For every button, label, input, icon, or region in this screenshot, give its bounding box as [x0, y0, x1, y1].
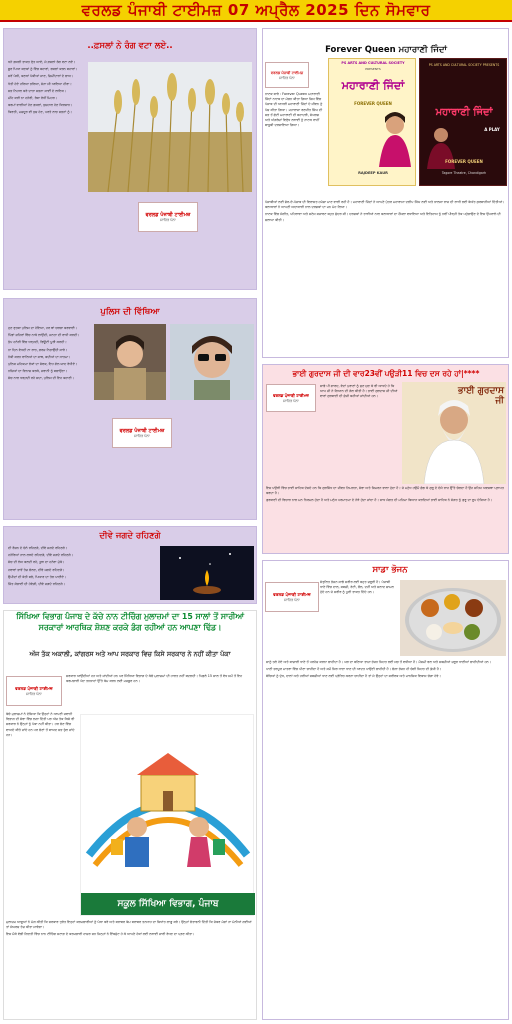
- article-paragraph: ਪਾਣੀ ਭਰਪੂਰ ਮਾਤਰਾ ਵਿੱਚ ਪੀਣਾ ਚਾਹੀਦਾ ਹੈ ਅਤੇ ਸਮੇਂ ਸਿਰ ਖਾਣਾ ਖਾਣ ਦੀ ਆਦਤ ਪਾਉਣੀ ਚਾਹੀਦੀ ਹੈ। ਚੰਗਾ ਭੋਜਨ ਹੀ ਚੰਗੀ ਸਿਹਤ ਦੀ ਕੁੰਜੀ ਹੈ।: [266, 667, 442, 672]
- poster-subtitle: FOREVER QUEEN: [354, 101, 392, 106]
- poem-stanza: ਹਨੇਰਿਆਂ ਨਾਲ ਲੜਦੇ ਰਹਿਣਗੇ, ਦੀਵੇ ਜਗਦੇ ਰਹਿਣਗੇ।: [8, 553, 73, 558]
- poem-stanza: ਜਿੱਤ ਸੱਚਾਈ ਦੀ ਹੋਵੇਗੀ, ਦੀਵੇ ਜਗਦੇ ਰਹਿਣਗੇ।: [8, 582, 65, 587]
- poster-title: ਮਹਾਰਾਣੀ ਜਿੰਦਾਂ: [341, 79, 405, 92]
- newspaper-logo: ਵਰਲਡ ਪੰਜਾਬੀ ਟਾਈਮਜ਼ ਸਾਹਿਤ ਪੰਨਾ: [265, 62, 309, 88]
- poem-stanza: ਹੁਣ ਰੁਤਬਾ ਪੁਲਿਸ ਦਾ ਹੋਇਆ, ਹਰ ਥਾਂ ਚਰਚਾ ਕਰਵਾਈ।: [8, 326, 77, 330]
- queen-article-body: [265, 200, 507, 356]
- masthead-title: ਵਰਲਡ ਪੰਜਾਬੀ ਟਾਈਮਜ਼ 07 ਅਪ੍ਰੈਲ 2025 ਦਿਨ ਸੋਮਵਾਰ: [81, 1, 431, 19]
- play-poster-b: [419, 58, 507, 186]
- thali-food-image: [400, 580, 506, 656]
- portrait-caption: ਭਾਈ ਗੁਰਦਾਸ ਜੀ: [458, 386, 504, 406]
- poster-b-subtitle: FOREVER QUEEN: [445, 159, 483, 164]
- poem-stanza: ਉਮੀਦਾਂ ਦੀ ਬੱਤੀ ਬਲੇ, ਪਿਆਰ ਦਾ ਤੇਲ ਪਾਈਏ।: [8, 574, 67, 579]
- article-paragraph: ਸਾਡੇ ਪੀ ਗਾਰਦ, ਵੇਦਾਂ ਪੁਰਾਣਾਂ ਨੂੰ ਸੁਣ ਸੁਣ ਕੇ ਵੀ ਆਖਦੇ ਹੋ ਕਿ ਆਪ ਜੀ ਨੇ ਗਿਆਨ ਦੀ ਗੱਲ ਕੀਤੀ ਹੈ। ਭਾਈ ਗੁਰਦਾਸ ਜੀ ਦੀਆਂ ਵਾਰਾਂ ਗੁਰਬਾਣੀ ਦੀ ਕੁੰਜੀ ਕਹੀਆਂ ਜਾਂਦੀਆਂ ਹਨ।: [320, 384, 398, 399]
- poem-stanza: ਖੇਤੀ ਹੋਏ ਹਰਿਆ ਭਰਿਆ, ਸੋਨਾ ਸੀ ਆਇਆ ਹੀਰਾ।: [8, 81, 72, 86]
- food-article-title: ਸਾਡਾ ਭੋਜਨ: [372, 565, 408, 575]
- poem-stanza: ਪੁਲਿਸ ਮਹਿਕਮਾ ਲੋਕਾਂ ਦਾ ਸੇਵਕ, ਇਹ ਗੱਲ ਯਾਦ ਰੱਖੀਏ।: [8, 362, 78, 367]
- poem-stanza: ਸਰੋਂ ਪੱਕੀ, ਕਣਕਾਂ ਪੱਕੀਆਂ ਜਾਣ, ਜ਼ਿਮੀਂਦਾਰਾਂ ਦੇ ਚਾਅ।: [8, 74, 74, 79]
- poem-crops-body: [8, 60, 88, 288]
- article-paragraph: ਇਸ ਪਉੜੀ ਵਿੱਚ ਭਾਈ ਸਾਹਿਬ ਦੱਸਦੇ ਹਨ ਕਿ ਗੁਰਸਿੱਖ ਦਾ ਜੀਵਨ ਨਿਮਰਤਾ, ਸੇਵਾ ਅਤੇ ਸਿਮਰਨ ਵਾਲਾ ਹੁੰਦਾ ਹੈ। ਜੋ ਮਨੁੱਖ ਹਉਮੈ ਛੱਡ ਕੇ ਗੁਰੂ ਦੇ ਦੱਸੇ ਰਾਹ ਉੱਤੇ ਚੱਲਦਾ ਹੈ ਉਹ ਸਹਿਜ ਅਵਸਥਾ ਪ੍ਰਾਪਤ ਕਰਦਾ ਹੈ।: [266, 486, 504, 496]
- article-paragraph: ਪੰਜਾਬੀਆਂ ਲਈ ਸ਼ੇਰ-ਏ-ਪੰਜਾਬ ਦੀ ਵਿਰਾਸਤ ਹਮੇਸ਼ਾ ਮਾਣ ਵਾਲੀ ਰਹੀ ਹੈ। ਮਹਾਰਾਣੀ ਜਿੰਦਾਂ ਨੇ ਆਪਣੇ ਪੁੱਤਰ ਮਹਾਰਾਜਾ ਦਲੀਪ ਸਿੰਘ ਲਈ ਅਤੇ ਖ਼ਾਲਸਾ ਰਾਜ ਦੀ ਰਾਖੀ ਲਈ ਬੇਅੰਤ ਕੁਰਬਾਨੀਆਂ ਦਿੱਤੀਆਂ। ਕਲਾਕਾਰਾਂ ਨੇ ਆਪਣੀ ਅਦਾਕਾਰੀ ਨਾਲ ਦਰਸ਼ਕਾਂ ਦਾ ਮਨ ਮੋਹ ਲਿਆ।: [265, 200, 505, 210]
- queen-article-title: Forever Queen ਮਹਾਰਾਣੀ ਜਿੰਦਾਂ: [325, 45, 447, 55]
- poem-stanza: ਹਵਾਵਾਂ ਭਾਵੇਂ ਤੇਜ਼ ਚੱਲਣ, ਦੀਵੇ ਜਗਦੇ ਰਹਿਣਗੇ।: [8, 567, 65, 572]
- poem-stanza: ਨੇਕੀ ਕਰਨ ਵਾਲਿਆਂ ਦਾ ਸਾਥ, ਬਦੀਆਂ ਦਾ ਖ਼ਾਤਮਾ।: [8, 354, 71, 359]
- gurdas-article-body: [266, 486, 506, 552]
- poster-b-venue: Tagore Theatre, Chandigarh: [441, 171, 487, 175]
- police-officer-photo: [94, 324, 166, 400]
- lamp-night-image: [160, 546, 254, 600]
- poster-presents: PRESENTS: [365, 67, 381, 71]
- poster-director: RAJDEEP KAUR: [358, 171, 388, 175]
- poem-police-body: [8, 326, 90, 518]
- masthead: [0, 0, 512, 22]
- poem-stanza: ਬੂਰ ਪਿਆ ਕਣਕਾਂ ਨੂੰ ਵਿੱਚ ਬਹਾਰਾਂ, ਫਸਲਾਂ ਕਰਨ ਬਹਾਰਾਂ।: [8, 67, 78, 72]
- news-body-left: [6, 712, 78, 918]
- officer-sunglasses-photo: [170, 324, 254, 400]
- logo-line1: ਵਰਲਡ ਪੰਜਾਬੀ ਟਾਈਮਜ਼: [145, 211, 191, 218]
- newspaper-logo: ਵਰਲਡ ਪੰਜਾਬੀ ਟਾਈਮਜ਼ ਸਾਹਿਤ ਪੰਨਾ: [266, 384, 316, 412]
- school-education-logo: [80, 714, 254, 916]
- newspaper-logo: [138, 202, 198, 232]
- article-paragraph: ਨਾਟਕ ਵਿੱਚ ਸੰਗੀਤ, ਪਹਿਰਾਵਾ ਅਤੇ ਸਟੇਜ ਸਜਾਵਟ ਬਹੁਤ ਸੁੰਦਰ ਸੀ। ਦਰਸ਼ਕਾਂ ਨੇ ਤਾੜੀਆਂ ਨਾਲ ਕਲਾਕਾਰਾਂ ਦਾ ਹੌਂਸਲਾ ਵਧਾਇਆ ਅਤੇ ਇਤਿਹਾਸ ਨੂੰ ਨਵੀਂ ਪੀੜ੍ਹੀ ਤੱਕ ਪਹੁੰਚਾਉਣ ਦੇ ਇਸ ਉਪਰਾਲੇ ਦੀ ਸ਼ਲਾਘਾ ਕੀਤੀ।: [265, 212, 501, 222]
- wheat-field-image: [88, 62, 252, 192]
- poster-b-title: ਮਹਾਰਾਣੀ ਜਿੰਦਾਂ: [435, 107, 493, 118]
- poster-org: PS ARTS AND CULTURAL SOCIETY: [341, 61, 405, 65]
- poem-stanza: ਕਰਮਾਂ ਵਾਲੀਆਂ ਹੋਣ ਫ਼ਸਲਾਂ, ਖ਼ੁਸ਼ਹਾਲ ਹੋਣ ਕਿਰਸਾਨ।: [8, 103, 73, 108]
- poem-stanza: ਨਸ਼ਿਆਂ ਦਾ ਵਿਨਾਸ਼ ਕਰਕੇ, ਜਵਾਨੀ ਨੂੰ ਬਚਾਉਣਾ।: [8, 369, 68, 374]
- queen-portrait-icon: [375, 111, 415, 167]
- poster-b-tag: A PLAY: [484, 127, 500, 132]
- article-paragraph: ਸਾਨੂੰ ਤਲੇ ਹੋਏ ਅਤੇ ਬਾਜ਼ਾਰੀ ਖਾਣੇ ਤੋਂ ਪਰਹੇਜ਼ ਕਰਨਾ ਚਾਹੀਦਾ ਹੈ। ਘਰ ਦਾ ਬਣਿਆ ਤਾਜ਼ਾ ਭੋਜਨ ਸਿਹਤ ਲਈ ਸਭ ਤੋਂ ਵਧੀਆ ਹੈ। ਮੌਸਮੀ ਫਲ ਅਤੇ ਸਬਜ਼ੀਆਂ ਜ਼ਰੂਰ ਖਾਣੀਆਂ ਚਾਹੀਦੀਆਂ ਹਨ।: [266, 660, 491, 664]
- poem-stanza: ਸੱਚ ਨਾਲ ਖੜ੍ਹਦੀ ਰਹੇ ਸਦਾ, ਪੁਲਿਸ ਦੀ ਇਹ ਕਹਾਣੀ।: [8, 376, 74, 381]
- article-paragraph: ਸਰਕਾਰ ਆਉਂਦੀਆਂ ਹਨ ਅਤੇ ਜਾਂਦੀਆਂ ਹਨ ਪਰ ਸਿੱਖਿਆ ਵਿਭਾਗ ਦੇ ਕੱਚੇ ਮੁਲਾਜ਼ਮਾਂ ਦੀ ਹਾਲਤ ਨਹੀਂ ਬਦਲਦੀ। ਪਿਛਲੇ 15 ਸਾਲ ਤੋਂ ਵੱਧ ਸਮੇਂ ਤੋਂ ਇਹ ਕਰਮਚਾਰੀ ਘੱਟ ਤਨਖ਼ਾਹਾਂ ਉੱਤੇ ਕੰਮ ਕਰਨ ਲਈ ਮਜਬੂਰ ਹਨ।: [66, 674, 243, 684]
- poem-stanza: ਧਨੇ ਫ਼ਸਲੀ ਤਾਕਤ ਰੁੱਤ ਆਏ, ਜੋ ਫ਼ਸਲਾਂ ਰੰਗ ਵਟਾ ਲਏ।: [8, 60, 76, 64]
- poem-stanza: ਸੱਚ ਦੀ ਲੋਅ ਬਲਦੀ ਰਹੇ, ਕੂੜ ਦਾ ਹਨੇਰਾ ਮੁੱਕੇ।: [8, 560, 65, 565]
- article-paragraph: ਕੱਚੇ ਮੁਲਾਜ਼ਮਾਂ ਨੇ ਦੱਸਿਆ ਕਿ ਉਨ੍ਹਾਂ ਨੇ ਆਪਣੀ ਜਵਾਨੀ ਵਿਭਾਗ ਦੀ ਸੇਵਾ ਵਿੱਚ ਲਗਾ ਦਿੱਤੀ ਪਰ ਅੱਜ ਤੱਕ ਕਿਸੇ ਵੀ ਸਰਕਾਰ ਨੇ ਉਨ੍ਹਾਂ ਨੂੰ ਪੱਕਾ ਨਹੀਂ ਕੀਤਾ। ਹਰ ਚੋਣ ਵਿੱਚ ਵਾਅਦੇ ਕੀਤੇ ਜਾਂਦੇ ਹਨ ਪਰ ਚੋਣਾਂ ਤੋਂ ਬਾਅਦ ਸਭ ਭੁੱਲ ਜਾਂਦੇ ਹਨ।: [6, 712, 75, 737]
- article-paragraph: ਗੁਰਬਾਣੀ ਦੀ ਵਿਚਾਰ ਨਾਲ ਮਨ ਨਿਰਮਲ ਹੁੰਦਾ ਹੈ ਅਤੇ ਮਨੁੱਖ ਪਰਮਾਤਮਾ ਦੇ ਨੇੜੇ ਹੁੰਦਾ ਜਾਂਦਾ ਹੈ। ਸਾਧ ਸੰਗਤ ਦੀ ਮਹਿਮਾ ਬਿਆਨ ਕਰਦਿਆਂ ਭਾਈ ਸਾਹਿਬ ਨੇ ਸੰਗਤ ਨੂੰ ਗੁਰੂ ਦਾ ਰੂਪ ਦੱਸਿਆ ਹੈ।: [266, 498, 492, 503]
- news-subheadline: ਅੱਜ ਤੱਕ ਅਕਾਲੀ, ਕਾਂਗਰਸ ਅਤੇ ਆਪ ਸਰਕਾਰ ਵਿਚ ਕਿਸੇ ਸਰਕਾਰ ਨੇ ਨਹੀਂ ਕੀਤਾ ਪੱਕਾ: [29, 650, 231, 658]
- poster-b-header: PS ARTS AND CULTURAL SOCIETY PRESENTS: [428, 63, 500, 67]
- news-body-top: [66, 674, 254, 710]
- poem-stanza: ਧੁੱਪ ਹਨੇਰੀ ਵਿੱਚ ਖੜ੍ਹਦੀ, ਡਿਊਟੀ ਪੂਰੀ ਕਰਦੀ।: [8, 340, 67, 345]
- article-paragraph: ਮੁਲਾਜ਼ਮ ਆਗੂਆਂ ਨੇ ਮੰਗ ਕੀਤੀ ਕਿ ਸਰਕਾਰ ਤੁਰੰਤ ਇਨ੍ਹਾਂ ਕਰਮਚਾਰੀਆਂ ਨੂੰ ਪੱਕਾ ਕਰੇ ਅਤੇ ਬਰਾਬਰ ਕੰਮ ਬਰਾਬਰ ਤਨਖ਼ਾਹ ਦਾ ਸਿਧਾਂਤ ਲਾਗੂ ਕਰੇ। ਉਨ੍ਹਾਂ ਚੇਤਾਵਨੀ ਦਿੱਤੀ ਕਿ ਜੇਕਰ ਮੰਗਾਂ ਨਾ ਮੰਨੀਆਂ ਗਈਆਂ ਤਾਂ ਸੰਘਰਸ਼ ਤੇਜ਼ ਕੀਤਾ ਜਾਵੇਗਾ।: [6, 920, 252, 930]
- article-paragraph: ਬੱਚਿਆਂ ਨੂੰ ਦੁੱਧ, ਦਾਲਾਂ ਅਤੇ ਹਰੀਆਂ ਸਬਜ਼ੀਆਂ ਖਾਣ ਲਈ ਪ੍ਰੇਰਿਤ ਕਰਨਾ ਚਾਹੀਦਾ ਹੈ ਤਾਂ ਜੋ ਉਨ੍ਹਾਂ ਦਾ ਸਰੀਰਕ ਅਤੇ ਮਾਨਸਿਕ ਵਿਕਾਸ ਚੰਗਾ ਹੋਵੇ।: [266, 674, 441, 679]
- newspaper-logo: ਵਰਲਡ ਪੰਜਾਬੀ ਟਾਈਮਜ਼ ਸਾਹਿਤ ਪੰਨਾ: [265, 582, 319, 612]
- gurdas-article-intro: [320, 384, 400, 484]
- poem-stanza: ਸਭ ਨਿਹਾਲ ਕਰੇ ਦਾਤਾ ਸਭਨਾ ਸਾਈਂ ਦੇ ਲਾਇਕ।: [8, 88, 67, 93]
- food-article-intro: [320, 580, 396, 654]
- article-paragraph: ਇਸ ਮੌਕੇ ਵੱਡੀ ਗਿਣਤੀ ਵਿੱਚ ਨਾਨ ਟੀਚਿੰਗ ਸਟਾਫ਼ ਦੇ ਕਰਮਚਾਰੀ ਹਾਜ਼ਰ ਸਨ ਜਿਨ੍ਹਾਂ ਨੇ ਇੱਕਜੁੱਟ ਹੋ ਕੇ ਆਪਣੇ ਹੱਕਾਂ ਲਈ ਲੜਾਈ ਜਾਰੀ ਰੱਖਣ ਦਾ ਪ੍ਰਣ ਕੀਤਾ।: [6, 932, 195, 937]
- poem-stanza: ਦੀ ਰੌਸ਼ਨ ਦੇ ਚੰਨੇ ਰਹਿਣਗੇ, ਦੀਵੇ ਜਗਦੇ ਰਹਿਣਗੇ।: [8, 546, 68, 550]
- school-logo-caption: ਸਕੂਲ ਸਿੱਖਿਆ ਵਿਭਾਗ, ਪੰਜਾਬ: [81, 893, 255, 915]
- article-paragraph: ਸੰਤੁਲਿਤ ਭੋਜਨ ਸਾਡੇ ਸਰੀਰ ਲਈ ਬਹੁਤ ਜ਼ਰੂਰੀ ਹੈ। ਪੰਜਾਬੀ ਖਾਣੇ ਵਿੱਚ ਦਾਲ, ਸਬਜ਼ੀ, ਰੋਟੀ, ਚੌਲ, ਦਹੀਂ ਅਤੇ ਸਲਾਦ ਸ਼ਾਮਲ ਹੁੰਦੇ ਹਨ ਜੋ ਸਰੀਰ ਨੂੰ ਪੂਰੀ ਤਾਕਤ ਦਿੰਦੇ ਹਨ।: [320, 580, 394, 595]
- newspaper-logo: ਵਰਲਡ ਪੰਜਾਬੀ ਟਾਈਮਜ਼ ਸਾਹਿਤ ਪੰਨਾ: [6, 676, 62, 706]
- poem-stanza: ਨਾ ਦਿਨ ਵੇਖਦੀ ਨਾ ਰਾਤ, ਫ਼ਰਜ਼ ਨਿਭਾਉਂਦੀ ਸਾਰੇ।: [8, 347, 68, 352]
- school-children-icon: [81, 715, 255, 893]
- queen-article-intro: [265, 92, 325, 200]
- news-headline: ਸਿੱਖਿਆ ਵਿਭਾਗ ਪੰਜਾਬ ਦੇ ਕੱਚੇ ਨਾਨ ਟੀਚਿੰਗ ਮੁਲਾਜ਼ਮਾਂ ਦਾ 15 ਸਾਲਾਂ ਤੋਂ ਸਾਰੀਆਂ ਸਰਕਾਰਾਂ ਆਰਥਿਕ ਸ਼ੋਸ਼ਣ ਕਰਕੇ ਡੰਗ ਰਹੀਆਂ ਹਨ ਆਪਣਾ ਢਿੱਡ।: [16, 612, 244, 632]
- poem-stanza: ਪਿੰਡਾਂ ਸ਼ਹਿਰਾਂ ਵਿੱਚ ਨਾਕੇ ਲਾਉਂਦੀ, ਜਨਤਾ ਦੀ ਰਾਖੀ ਕਰਦੀ।: [8, 333, 80, 338]
- poem-lamps-title: ਦੀਵੇ ਜਗਦੇ ਰਹਿਣਗੇ: [99, 531, 161, 541]
- poem-crops-title: ..ਫ਼ਸਲਾਂ ਨੇ ਰੰਗ ਵਟਾ ਲਏ..: [87, 41, 173, 51]
- news-body-bottom: [6, 920, 254, 1018]
- article-paragraph: ਨਾਟਕ ਬਾਰੇ : Forever Queen ਮਹਾਰਾਣੀ ਜਿੰਦਾਂ ਨਾਟਕ ਦਾ ਮੰਚਨ ਕੀਤਾ ਗਿਆ ਜਿਸ ਵਿੱਚ ਪੰਜਾਬ ਦੀ ਆਖ਼ਰੀ ਮਹਾਰਾਣੀ ਜਿੰਦਾਂ ਦੇ ਜੀਵਨ ਨੂੰ ਪੇਸ਼ ਕੀਤਾ ਗਿਆ। ਮਹਾਰਾਜਾ ਰਣਜੀਤ ਸਿੰਘ ਦੀ ਸਭ ਤੋਂ ਛੋਟੀ ਮਹਾਰਾਣੀ ਦੀ ਬਹਾਦਰੀ, ਸੰਘਰਸ਼ ਅਤੇ ਅੰਗਰੇਜ਼ਾਂ ਵਿਰੁੱਧ ਲੜਾਈ ਨੂੰ ਨਾਟਕ ਰਾਹੀਂ ਬਾਖ਼ੂਬੀ ਦਰਸਾਇਆ ਗਿਆ।: [265, 92, 323, 128]
- gurdas-article-title: ਭਾਈ ਗੁਰਦਾਸ ਜੀ ਦੀ ਵਾਰ23ਵੀਂ ਪਉੜੀ11 ਵਿਚ ਦਸ ਰਹੇ ਹਾਂ|****: [292, 369, 480, 378]
- poem-stanza: ਮੀਂਹ ਕਰੀ ਨਾ ਹਨੇਰੀ, ਰੱਬਾ ਰੱਖੀਂ ਮਿਹਰ।: [8, 96, 57, 101]
- food-article-body: [266, 660, 506, 1016]
- newspaper-logo: ਵਰਲਡ ਪੰਜਾਬੀ ਟਾਈਮਜ਼ ਸਾਹਿਤ ਪੰਨਾ: [112, 418, 172, 448]
- logo-line2: ਸਾਹਿਤ ਪੰਨਾ: [160, 217, 176, 222]
- bhai-gurdas-portrait: [402, 382, 506, 484]
- poem-police-title: ਪੁਲਿਸ ਦੀ ਵਿੱਥਿਆ: [100, 307, 160, 317]
- poem-lamps-body: [8, 546, 156, 602]
- poem-stanza: ਕਿਰਤੀ, ਮਜ਼ਦੂਰ ਵੀ ਖ਼ੁਸ਼ ਹੋਣ, ਪਰਤੇ ਲਾਭ ਸਭਨਾਂ ਨੂੰ।: [8, 110, 72, 115]
- play-poster-a: [328, 58, 416, 186]
